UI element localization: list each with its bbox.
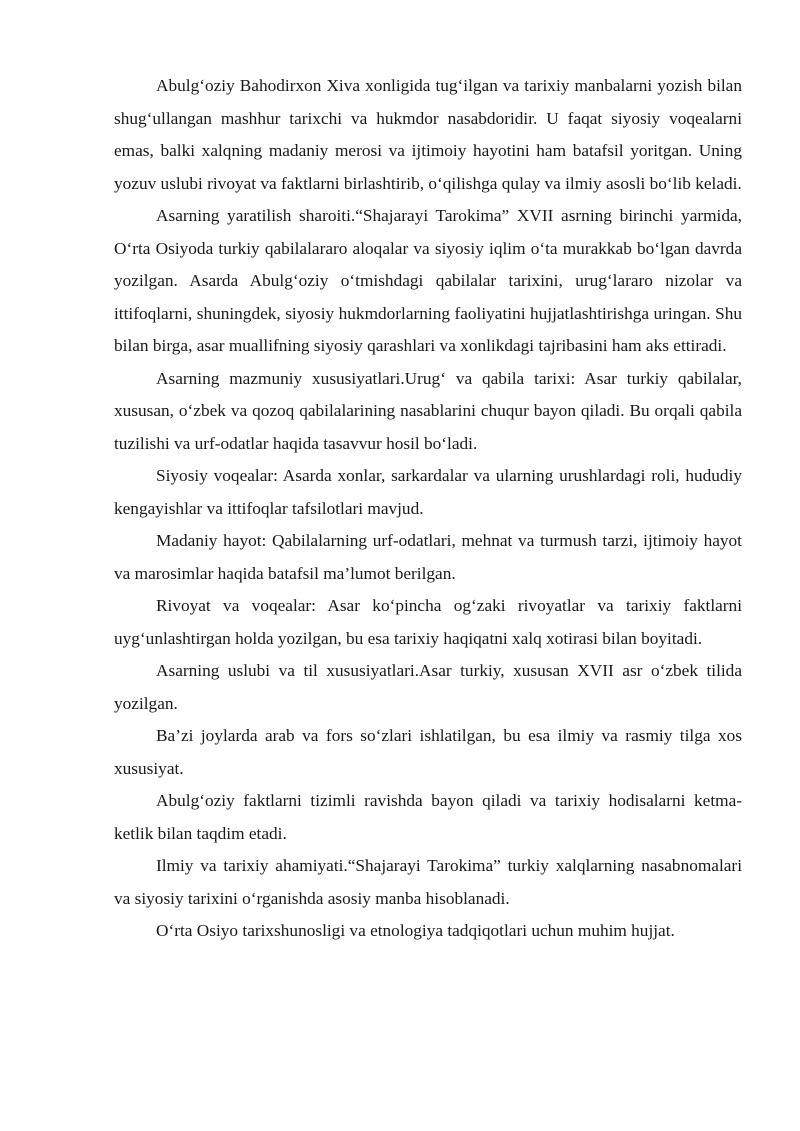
paragraph-central-asia-document: O‘rta Osiyo tarixshunosligi va etnologiya tadqiqotlari uchun muhim hujjat. bbox=[156, 921, 675, 940]
paragraph-author-intro: Abulg‘oziy Bahodirxon Xiva xonligida tug‘ilgan va tarixiy manbalarni yozish bilan shug‘ullangan mashhur tarixchi va hukmdor nasabdoridir. U faqat siyosiy voqealarni emas, balki xalqning madaniy merosi va ijtimoiy hayotini ham batafsil yoritgan. Uning yozuv uslubi rivoyat va faktlarni birlashtirib, o‘qilishga qulay va ilmiy asosli bo‘lib keladi. bbox=[114, 76, 742, 193]
paragraph-scientific-significance: Ilmiy va tarixiy ahamiyati.“Shajarayi Tarokima” turkiy xalqlarning nasabnomalari va siyosiy tarixini o‘rganishda asosiy manba hisoblanadi. bbox=[114, 856, 742, 908]
paragraph-arabic-persian-words: Ba’zi joylarda arab va fors so‘zlari ishlatilgan, bu esa ilmiy va rasmiy tilga xos xususiyat. bbox=[114, 726, 742, 778]
paragraph-cultural-life: Madaniy hayot: Qabilalarning urf-odatlari, mehnat va turmush tarzi, ijtimoiy hayot va marosimlar haqida batafsil ma’lumot berilgan. bbox=[114, 531, 742, 583]
paragraph-systematic-facts: Abulg‘oziy faktlarni tizimli ravishda bayon qiladi va tarixiy hodisalarni ketma-ketlik bilan taqdim etadi. bbox=[114, 791, 742, 843]
paragraph-creation-conditions: Asarning yaratilish sharoiti.“Shajarayi Tarokima” XVII asrning birinchi yarmida, O‘rta Osiyoda turkiy qabilalararo aloqalar va siyosiy iqlim o‘ta murakkab bo‘lgan davrda yozilgan. Asarda Abulg‘oziy o‘tmishdagi qabilalar tarixini, urug‘lararo nizolar va ittifoqlarni, shuningdek, siyosiy hukmdorlarning faoliyatini hujjatlashtirishga uringan. Shu bilan birga, asar muallifning siyosiy qarashlari va xonlikdagi tajribasini ham aks ettiradi. bbox=[114, 206, 742, 355]
paragraph-political-events: Siyosiy voqealar: Asarda xonlar, sarkardalar va ularning urushlardagi roli, hududiy kengayishlar va ittifoqlar tafsilotlari mavjud. bbox=[114, 466, 742, 518]
paragraph-legends-events: Rivoyat va voqealar: Asar ko‘pincha og‘zaki rivoyatlar va tarixiy faktlarni uyg‘unlashtirgan holda yozilgan, bu esa tarixiy haqiqatni xalq xotirasi bilan boyitadi. bbox=[114, 596, 742, 648]
paragraph-style-language: Asarning uslubi va til xususiyatlari.Asar turkiy, xususan XVII asr o‘zbek tilida yozilgan. bbox=[114, 661, 742, 713]
paragraph-content-features: Asarning mazmuniy xususiyatlari.Urug‘ va qabila tarixi: Asar turkiy qabilalar, xususan, o‘zbek va qozoq qabilalarining nasablarini chuqur bayon qiladi. Bu orqali qabila tuzilishi va urf-odatlar haqida tasavvur hosil bo‘ladi. bbox=[114, 368, 742, 453]
document-page bbox=[114, 70, 742, 948]
